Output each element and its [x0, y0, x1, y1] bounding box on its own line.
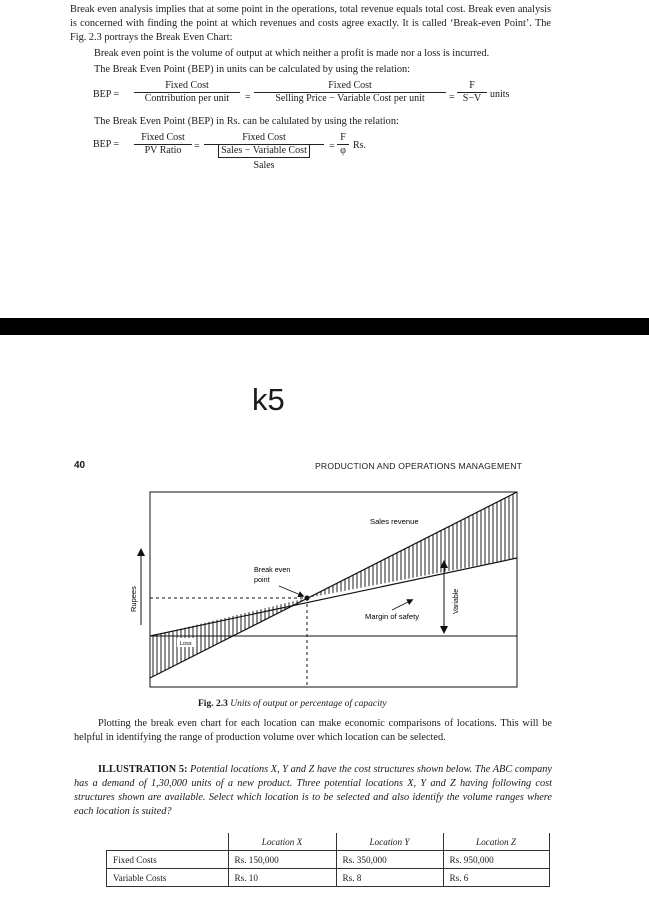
table-corner [107, 833, 229, 851]
equals-sign: = [329, 141, 335, 152]
k5-watermark: k5 [252, 382, 285, 417]
loss-label: Loss [180, 641, 192, 647]
margin-safety-arrow [392, 600, 412, 610]
denominator: S−V [457, 92, 487, 105]
bep-definition: Break even point is the volume of output at which neither a profit is made nor a loss is incurred. [94, 48, 490, 59]
illustration-label: ILLUSTRATION 5: [98, 764, 188, 775]
denominator: φ [337, 144, 349, 157]
formula-lhs: BEP = [93, 89, 120, 100]
table-row [107, 851, 550, 869]
numerator: Fixed Cost [165, 80, 209, 91]
break-even-point-marker [305, 596, 310, 601]
table-cell: Rs. 10 [228, 869, 336, 887]
row-label: Fixed Costs [107, 851, 229, 869]
table-header-cell: Location X [228, 833, 336, 851]
figure-number: Fig. 2.3 [198, 699, 228, 709]
illustration-text: Potential locations X, Y and Z have the cost structures shown below. The ABC company has a demand of 1,30,000 units of a new product. Three potential locations X, Y and Z having following cost structures shown are available. Select which location is to be selected and also identify the volume ranges where each location is suited? [74, 764, 552, 817]
table-cell: Rs. 350,000 [336, 851, 443, 869]
numerator: Fixed Cost [242, 132, 286, 143]
figure-caption-text: Units of output or percentage of capacity [230, 699, 387, 709]
margin-of-safety-label: Margin of safety [365, 612, 420, 621]
table-cell: Rs. 8 [336, 869, 443, 887]
table-header-cell: Location Z [443, 833, 549, 851]
table-header-row [107, 833, 550, 851]
intro-paragraph: Break even analysis implies that at some point in the operations, total revenue equals total cost. Break even analysis is concerned with finding the point at which revenues and costs agree exactly. It is called ‘Break-even Point’. The Fig. 2.3 portrays the Break Even Chart: [70, 4, 551, 43]
table-cell: Rs. 6 [443, 869, 549, 887]
bep-pointer-arrow [279, 586, 303, 596]
unit-label: Rs. [353, 140, 367, 151]
cost-structure-table [106, 833, 550, 887]
table-header-cell: Location Y [336, 833, 443, 851]
figure-caption [198, 699, 387, 709]
denominator: Selling Price − Variable Cost per unit [254, 92, 446, 105]
denominator: PV Ratio [134, 144, 192, 157]
inner-numerator: Sales − Variable Cost [218, 145, 310, 158]
formula-lhs: BEP = [93, 139, 120, 150]
equals-sign: = [245, 92, 251, 103]
sales-revenue-line [150, 492, 517, 678]
unit-label: units [490, 89, 510, 100]
table-cell: Rs. 150,000 [228, 851, 336, 869]
denominator: Contribution per unit [134, 92, 240, 105]
table-cell: Rs. 950,000 [443, 851, 549, 869]
equals-sign: = [194, 141, 200, 152]
numerator: F [469, 80, 475, 91]
bep-rs-intro: The Break Even Point (BEP) in Rs. can be calulated by using the relation: [94, 116, 399, 127]
running-header: PRODUCTION AND OPERATIONS MANAGEMENT [315, 461, 523, 471]
rupees-label: Rupees [129, 586, 138, 612]
equals-sign: = [449, 92, 455, 103]
bep-units-intro: The Break Even Point (BEP) in units can be calculated by using the relation: [94, 64, 410, 75]
illustration-paragraph [74, 763, 552, 819]
numerator: Fixed Cost [328, 80, 372, 91]
page-number: 40 [74, 460, 86, 471]
variable-label: Variable [453, 588, 460, 614]
chart-usage-paragraph: Plotting the break even chart for each location can make economic comparisons of locations. This will be helpful in identifying the range of production volume over which location can be selected. [74, 718, 552, 743]
bep-label-line1: Break even [254, 565, 291, 574]
bep-label-line2: point [254, 575, 270, 584]
inner-denominator: Sales [253, 160, 275, 171]
numerator: Fixed Cost [141, 132, 185, 143]
total-cost-line [150, 558, 517, 636]
table-row [107, 869, 550, 887]
numerator: F [340, 132, 346, 143]
row-label: Variable Costs [107, 869, 229, 887]
sales-revenue-label: Sales revenue [370, 517, 419, 526]
